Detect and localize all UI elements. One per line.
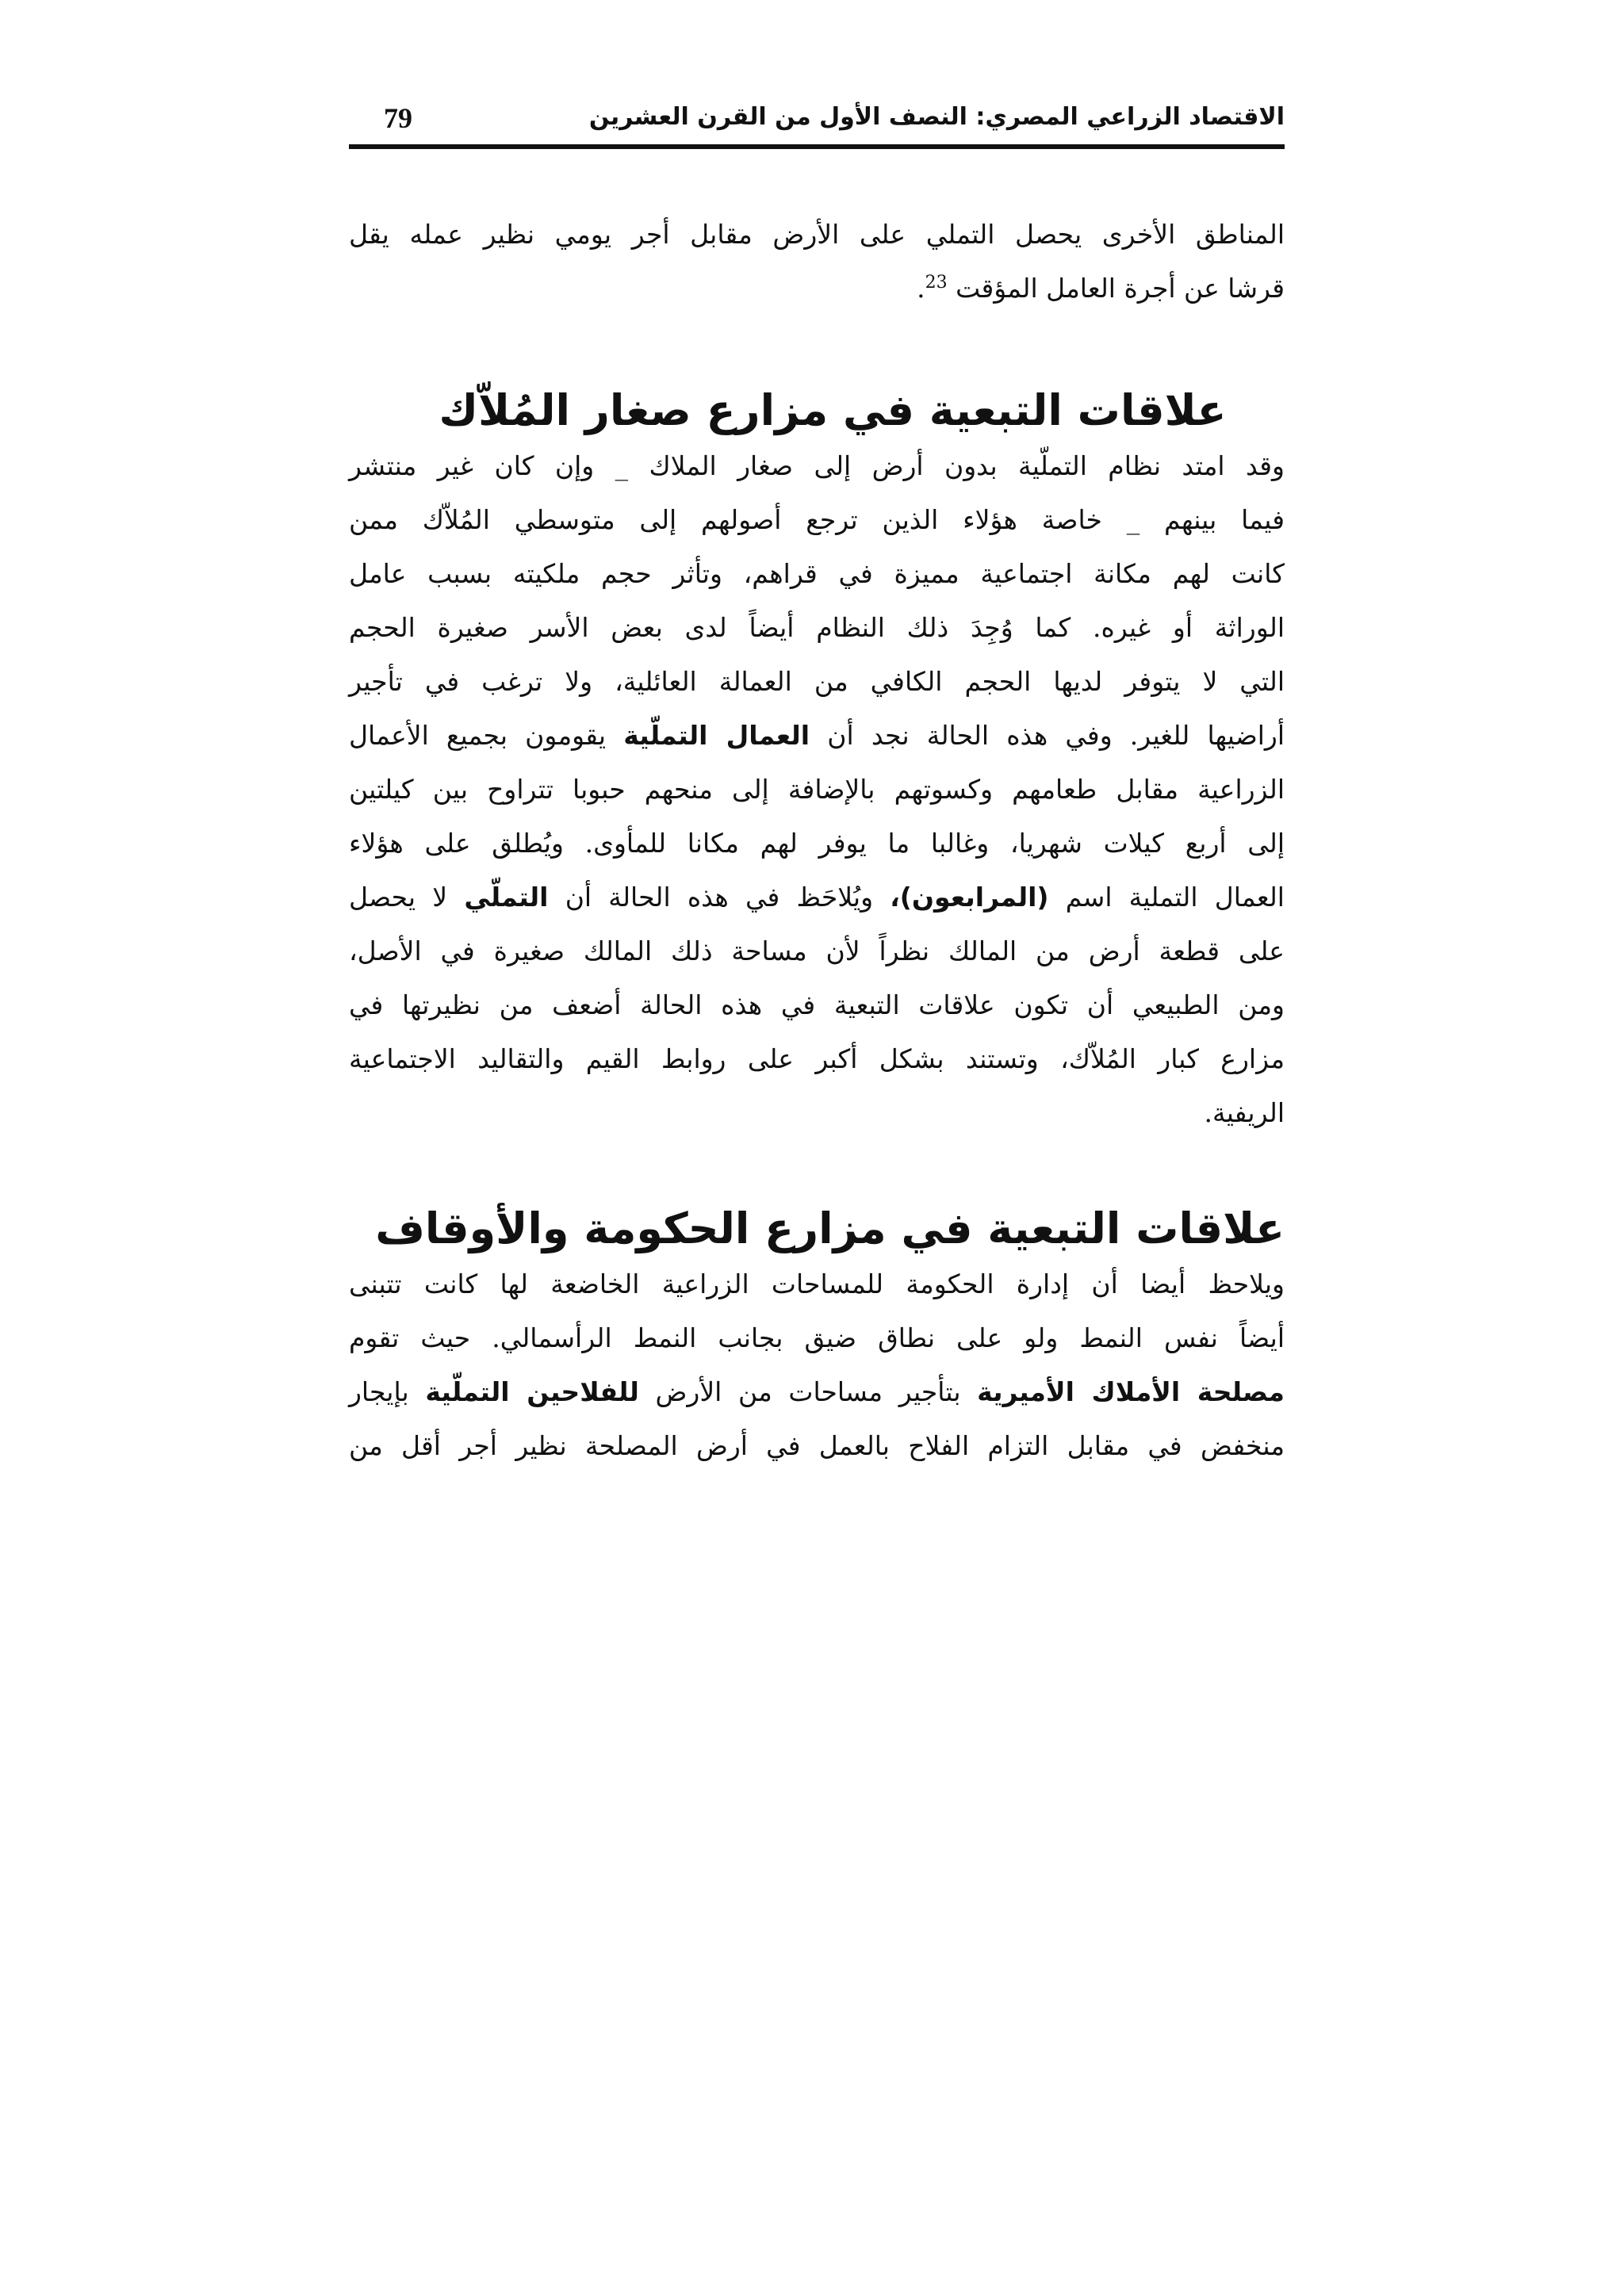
text-line [349, 978, 1285, 1032]
text-line [349, 817, 1285, 871]
text-run: على قطعة أرض من المالك نظراً لأن مساحة ذلك المالك صغيرة في الأصل، [349, 936, 1285, 966]
text-run: أراضيها للغير. وفي هذه الحالة نجد أن [827, 720, 1285, 751]
bold-term: (المرابعون)، [890, 882, 1049, 913]
text-run: إلى أربع كيلات شهريا، وغالبا ما يوفر لهم مكانا للمأوى. ويُطلق على هؤلاء [349, 828, 1285, 859]
text-line [349, 208, 1285, 262]
text-run: قرشا عن أجرة العامل المؤقت [956, 273, 1285, 304]
text-run: منخفض في مقابل التزام الفلاح بالعمل في أرض المصلحة نظير أجر أقل من [349, 1430, 1285, 1461]
footnote-marker: 23 [925, 273, 948, 293]
text-line [349, 601, 1285, 655]
text-run: ويلاحظ أيضا أن إدارة الحكومة للمساحات الزراعية الخاضعة لها كانت تتبنى [349, 1269, 1285, 1299]
text-run: الوراثة أو غيره. كما وُجِدَ ذلك النظام أيضاً لدى بعض الأسر صغيرة الحجم [349, 612, 1285, 643]
text-line [349, 871, 1285, 924]
text-run: لا يحصل [349, 882, 448, 913]
text-run: فيما بينهم _ خاصة هؤلاء الذين ترجع أصولهم إلى متوسطي المُلاّك ممن [349, 504, 1285, 535]
text-line [349, 1419, 1285, 1473]
text-line [349, 763, 1285, 817]
text-run: يقومون بجميع الأعمال [349, 720, 607, 751]
bold-term: للفلاحين التملّية [425, 1376, 639, 1407]
bold-term: التملّي [464, 882, 549, 913]
running-title: الاقتصاد الزراعي المصري: النصف الأول من القرن العشرين [588, 103, 1285, 131]
text-line [349, 709, 1285, 763]
text-run: بإيجار [349, 1376, 409, 1407]
text-line [349, 924, 1285, 978]
text-line [349, 1032, 1285, 1086]
text-run: الريفية. [1204, 1097, 1285, 1128]
section-paragraph [349, 439, 1285, 1140]
text-line [349, 493, 1285, 547]
text-run: المناطق الأخرى يحصل التملي على الأرض مقابل أجر يومي نظير عمله يقل [349, 219, 1285, 250]
page-header [349, 95, 1285, 151]
text-line [349, 262, 1285, 316]
text-run: العمال التملية اسم [1065, 882, 1285, 913]
text-run: كانت لهم مكانة اجتماعية مميزة في قراهم، وتأثر حجم ملكيته بسبب عامل [349, 558, 1285, 589]
text-line [349, 439, 1285, 493]
text-line [349, 655, 1285, 709]
section-heading: علاقات التبعية في مزارع الحكومة والأوقاف [375, 1203, 1285, 1253]
text-line [349, 547, 1285, 601]
section-paragraph [349, 1257, 1285, 1473]
text-run: أيضاً نفس النمط ولو على نطاق ضيق بجانب النمط الرأسمالي. حيث تقوم [349, 1322, 1285, 1353]
text-run: الزراعية مقابل طعامهم وكسوتهم بالإضافة إلى منحهم حبوبا تتراوح بين كيلتين [349, 774, 1285, 805]
bold-term: العمال التملّية [623, 720, 810, 751]
text-run: مزارع كبار المُلاّك، وتستند بشكل أكبر على روابط القيم والتقاليد الاجتماعية [349, 1043, 1285, 1074]
bold-term: مصلحة الأملاك الأميرية [977, 1376, 1285, 1407]
header-rule [349, 144, 1285, 149]
text-run: بتأجير مساحات من الأرض [655, 1376, 961, 1407]
text-line [349, 1257, 1285, 1311]
page-body [349, 208, 1285, 1473]
section-heading: علاقات التبعية في مزارع صغار المُلاّك [439, 385, 1227, 435]
text-run: وقد امتد نظام التملّية بدون أرض إلى صغار الملاك _ وإن كان غير منتشر [349, 450, 1285, 481]
text-run: ومن الطبيعي أن تكون علاقات التبعية في هذه الحالة أضعف من نظيرتها في [349, 989, 1285, 1020]
text-run: ويُلاحَظ في هذه الحالة أن [565, 882, 874, 913]
page-number: 79 [384, 102, 412, 134]
text-run: التي لا يتوفر لديها الحجم الكافي من العمالة العائلية، ولا ترغب في تأجير [349, 666, 1285, 697]
text-line [349, 1365, 1285, 1419]
intro-paragraph [349, 208, 1285, 316]
text-line [349, 1311, 1285, 1365]
text-run: . [917, 273, 925, 304]
text-line [349, 1086, 1285, 1140]
